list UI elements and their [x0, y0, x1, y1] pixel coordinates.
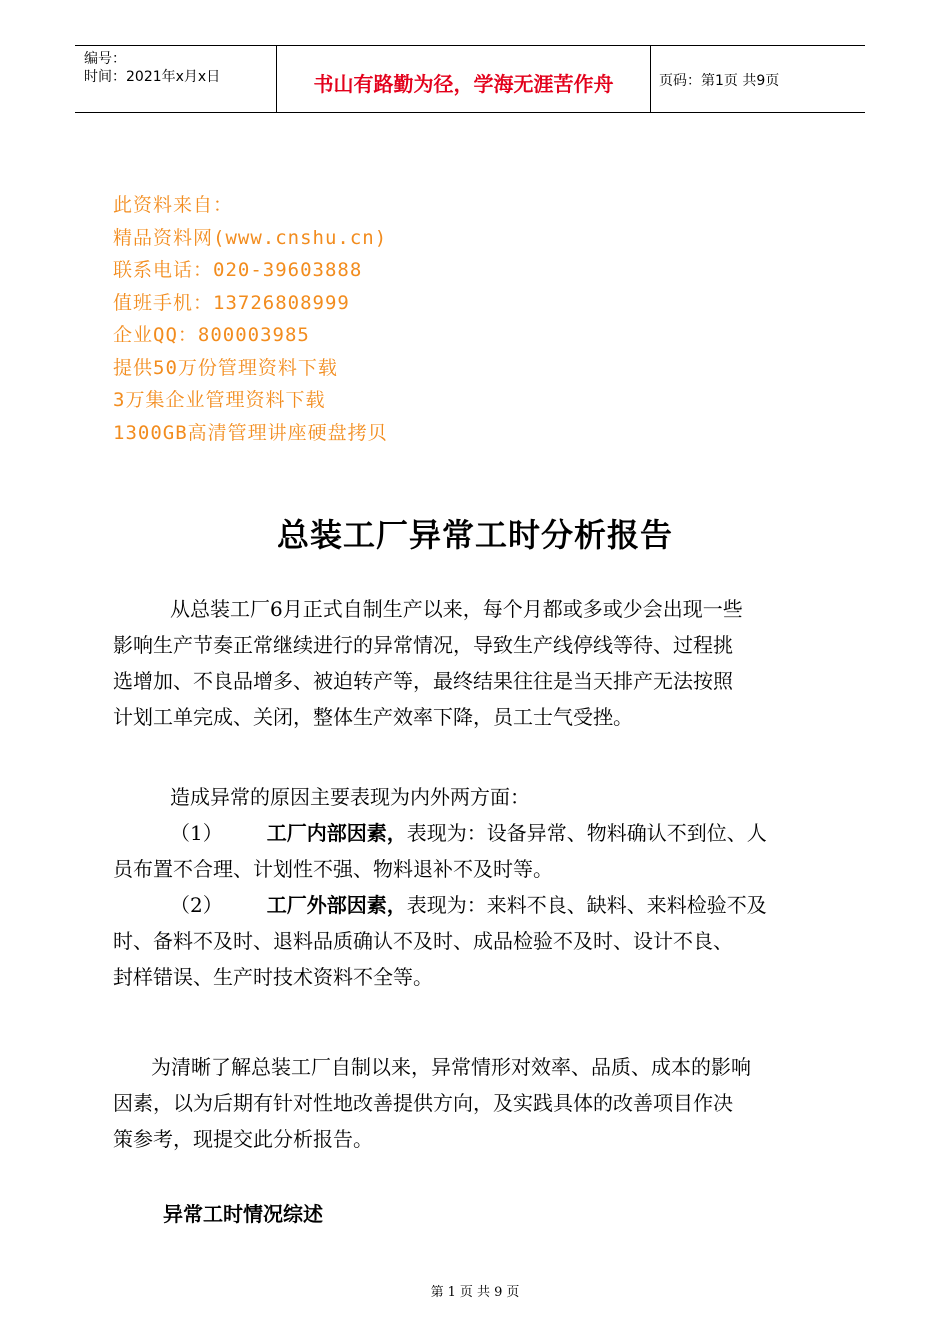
source-line: 此资料来自：	[113, 194, 234, 216]
cause-text: 表现为：来料不良、缺料、来料检验不及	[406, 893, 767, 917]
paragraph-line: 因素，以为后期有针对性地改善提供方向，及实践具体的改善项目作决	[113, 1091, 733, 1115]
paragraph-purpose	[113, 1049, 828, 1157]
header-page-label: 页码：第1页 共9页	[659, 73, 780, 89]
paragraph-line: 从总装工厂6月正式自制生产以来，每个月都或多或少会出现一些	[170, 597, 743, 621]
header-motto-cell	[277, 46, 651, 112]
cause-text-cont: 员布置不合理、计划性不强、物料退补不及时等。	[113, 857, 553, 881]
document-header	[75, 45, 865, 113]
source-info-block	[113, 189, 388, 449]
number-label: 编号：	[84, 51, 126, 67]
cause-title: 工厂内部因素，	[266, 821, 407, 845]
cause-text-cont: 时、备料不及时、退料品质确认不及时、成品检验不及时、设计不良、	[113, 929, 733, 953]
cause-number: （2）	[170, 893, 223, 917]
header-motto: 书山有路勤为径，学海无涯苦作舟	[313, 72, 614, 96]
footer-total-pages: 9	[494, 1285, 503, 1300]
cause-item-external	[113, 887, 828, 923]
cause-number: （1）	[170, 821, 223, 845]
cause-text-cont: 封样错误、生产时技术资料不全等。	[113, 965, 433, 989]
footer-page-number: 1	[447, 1285, 456, 1300]
paragraph-line: 影响生产节奏正常继续进行的异常情况，导致生产线停线等待、过程挑	[113, 633, 733, 657]
source-line: 1300GB高清管理讲座硬盘拷贝	[113, 421, 388, 444]
footer-prefix: 第	[430, 1285, 444, 1300]
source-line-mobile: 值班手机：13726808999	[113, 291, 350, 314]
paragraph-line: 策参考，现提交此分析报告。	[113, 1127, 373, 1151]
cause-item-internal	[113, 815, 828, 851]
causes-intro: 造成异常的原因主要表现为内外两方面：	[170, 785, 530, 809]
paragraph-line: 计划工单完成、关闭，整体生产效率下降，员工士气受挫。	[113, 705, 633, 729]
cause-title: 工厂外部因素，	[266, 893, 407, 917]
page-footer	[0, 1281, 950, 1300]
paragraph-line: 选增加、不良品增多、被迫转产等，最终结果往往是当天排产无法按照	[113, 669, 733, 693]
paragraph-line: 为清晰了解总装工厂自制以来，异常情形对效率、品质、成本的影响	[151, 1055, 751, 1079]
document-title: 总装工厂异常工时分析报告	[276, 516, 673, 554]
paragraph-causes	[113, 779, 828, 995]
footer-mid: 页 共	[459, 1285, 491, 1300]
header-page-cell	[651, 46, 865, 112]
source-line-phone: 联系电话：020-39603888	[113, 259, 363, 281]
footer-suffix: 页	[506, 1285, 520, 1300]
source-line-qq: 企业QQ：800003985	[113, 324, 310, 346]
paragraph-intro	[113, 591, 828, 735]
header-info-cell	[75, 46, 277, 112]
section-heading: 异常工时情况综述	[163, 1202, 323, 1226]
cause-text: 表现为：设备异常、物料确认不到位、人	[406, 821, 767, 845]
source-line: 3万集企业管理资料下载	[113, 389, 326, 411]
source-line: 提供50万份管理资料下载	[113, 356, 338, 379]
source-line-website: 精品资料网(www.cnshu.cn)	[113, 226, 388, 249]
date-label: 时间：2021年x月x日	[84, 69, 221, 85]
